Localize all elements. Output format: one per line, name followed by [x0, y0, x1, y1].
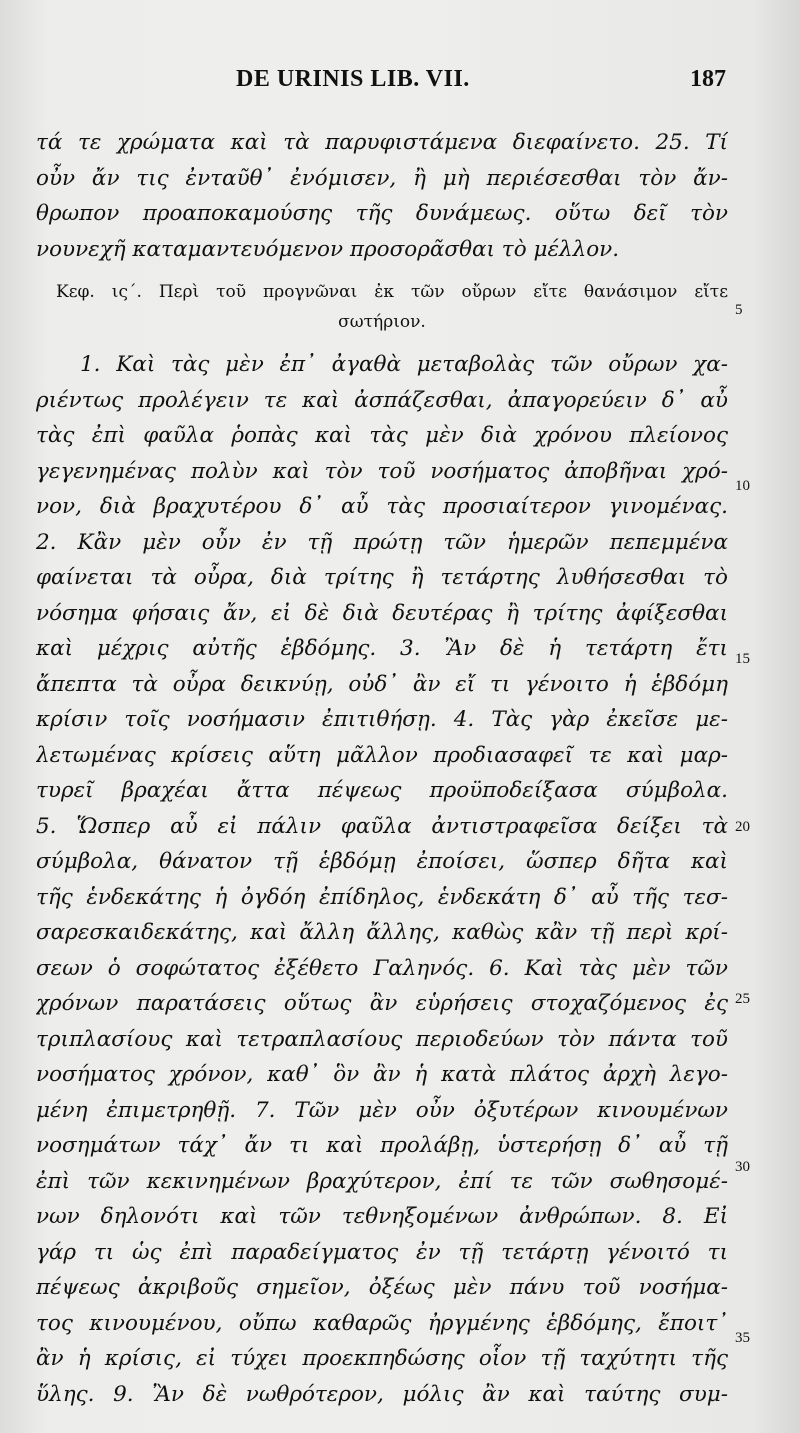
text-line: γεγενημένας πολὺν καὶ τὸν τοῦ νοσήματος ἀποβῆναι χρό- [36, 458, 728, 484]
text-line: νοσημάτων τάχ᾽ ἄν τι καὶ προλάβῃ, ὑστερήσῃ δ᾽ αὖ τῇ [36, 1133, 728, 1158]
text-line: νοσήματος χρόνον, καθ᾽ ὃν ἂν ἡ κατὰ πλάτος ἀρχὴ λεγο- [36, 1062, 728, 1087]
line-number: 15 [735, 651, 750, 667]
text-line: σαρεσκαιδεκάτης, καὶ ἄλλη ἄλλης, καθὼς κἂν τῇ περὶ κρί- [36, 920, 728, 945]
text-line: λετωμένας κρίσεις αὕτη μᾶλλον προδιασαφεῖ τε καὶ μαρ- [36, 742, 728, 768]
text-line: νουνεχῆ καταμαντευόμενον προσορᾶσθαι τὸ μέλλον. [36, 236, 620, 262]
running-title: DE URINIS LIB. VII. [236, 66, 470, 92]
text-line: 1. Καὶ τὰς μὲν ἐπ᾽ ἀγαθὰ μεταβολὰς τῶν οὔρων χα- [80, 352, 728, 377]
page-body [36, 125, 728, 1412]
page-number: 187 [690, 66, 726, 92]
text-line: τυρεῖ βραχέαι ἄττα πέψεως προϋποδείξασα σύμβολα. [36, 778, 728, 803]
line-number: 25 [735, 991, 750, 1007]
text-line: 2. Κἂν μὲν οὖν ἐν τῇ πρώτῃ τῶν ἡμερῶν πεπεμμένα [36, 529, 728, 555]
text-line: κρίσιν τοῖς νοσήμασιν ἐπιτιθήσῃ. 4. Τὰς γὰρ ἐκεῖσε με- [36, 707, 728, 732]
text-line: τριπλασίους καὶ τετραπλασίους περιοδεύων τὸν πάντα τοῦ [36, 1026, 728, 1052]
text-line: οὖν ἄν τις ἐνταῦθ᾽ ἐνόμισεν, ἢ μὴ περιέσεσθαι τὸν ἄν- [36, 165, 728, 191]
line-number: 5 [735, 302, 743, 318]
text-line: πέψεως ἀκριβοῦς σημεῖον, ὀξέως μὲν πάνυ τοῦ νοσήμα- [36, 1275, 728, 1300]
page-header [36, 66, 726, 106]
text-line: φαίνεται τὰ οὖρα, διὰ τρίτης ἢ τετάρτης λυθήσεσθαι τὸ [36, 565, 728, 590]
text-line: τὰς ἐπὶ φαῦλα ῥοπὰς καὶ τὰς μὲν διὰ χρόνου πλείονος [36, 423, 728, 448]
text-line: νων δηλονότι καὶ τῶν τεθνηξομένων ἀνθρώπων. 8. Εἰ [36, 1204, 728, 1229]
chapter-heading: Κεφ. ις΄. Περὶ τοῦ προγνῶναι ἐκ τῶν οὔρων εἴτε θανάσιμον εἴτε [56, 282, 728, 302]
text-line: ἄπεπτα τὰ οὖρα δεικνύῃ, οὐδ᾽ ἂν εἴ τι γένοιτο ἡ ἑβδόμη [36, 671, 728, 697]
text-line: καὶ μέχρις αὐτῆς ἑβδόμης. 3. Ἂν δὲ ἡ τετάρτη ἔτι [36, 636, 728, 661]
text-line: σύμβολα, θάνατον τῇ ἑβδόμῃ ἐποίσει, ὥσπερ δῆτα καὶ [36, 849, 728, 874]
text-line: μένη ἐπιμετρηθῇ. 7. Τῶν μὲν οὖν ὀξυτέρων κινουμένων [36, 1097, 728, 1123]
text-line: θρωπον προαποκαμούσης τῆς δυνάμεως. οὕτω δεῖ τὸν [36, 201, 728, 226]
line-number: 20 [735, 819, 750, 835]
line-number: 30 [735, 1159, 750, 1175]
line-number: 10 [735, 478, 750, 494]
text-line: νόσημα φήσαις ἄν, εἰ δὲ διὰ δευτέρας ἢ τρίτης ἀφίξεσθαι [36, 600, 728, 626]
text-line: τῆς ἑνδεκάτης ἡ ὀγδόη ἐπίδηλος, ἑνδεκάτη δ᾽ αὖ τῆς τεσ- [36, 884, 728, 910]
text-line: τος κινουμένου, οὔπω καθαρῶς ἠργμένης ἑβδόμης, ἔποιτ᾽ [36, 1310, 728, 1336]
text-line: 5. Ὥσπερ αὖ εἰ πάλιν φαῦλα ἀντιστραφεῖσα δείξει τὰ [36, 813, 728, 839]
text-line: ριέντως προλέγειν τε καὶ ἀσπάζεσθαι, ἀπαγορεύειν δ᾽ αὖ [36, 387, 728, 413]
line-number: 35 [735, 1330, 750, 1346]
text-line: χρόνων παρατάσεις οὕτως ἂν εὑρήσεις στοχαζόμενος ἐς [36, 991, 728, 1016]
text-line: ἂν ἡ κρίσις, εἰ τύχει προεκπηδώσης οἷον τῇ ταχύτητι τῆς [36, 1346, 728, 1371]
chapter-heading-continued: σωτήριον. [338, 312, 426, 332]
text-line: σεων ὁ σοφώτατος ἐξέθετο Γαληνός. 6. Καὶ τὰς μὲν τῶν [36, 955, 728, 981]
text-line: ὕλης. 9. Ἂν δὲ νωθρότερον, μόλις ἂν καὶ ταύτης συμ- [36, 1381, 728, 1407]
text-line: ἐπὶ τῶν κεκινημένων βραχύτερον, ἐπί τε τῶν σωθησομέ- [36, 1168, 728, 1194]
text-line: νον, διὰ βραχυτέρου δ᾽ αὖ τὰς προσιαίτερον γινομένας. [36, 494, 728, 519]
text-line: τά τε χρώματα καὶ τὰ παρυφιστάμενα διεφαίνετο. 25. Τί [36, 130, 728, 155]
text-line: γάρ τι ὡς ἐπὶ παραδείγματος ἐν τῇ τετάρτῃ γένοιτό τι [36, 1239, 728, 1265]
